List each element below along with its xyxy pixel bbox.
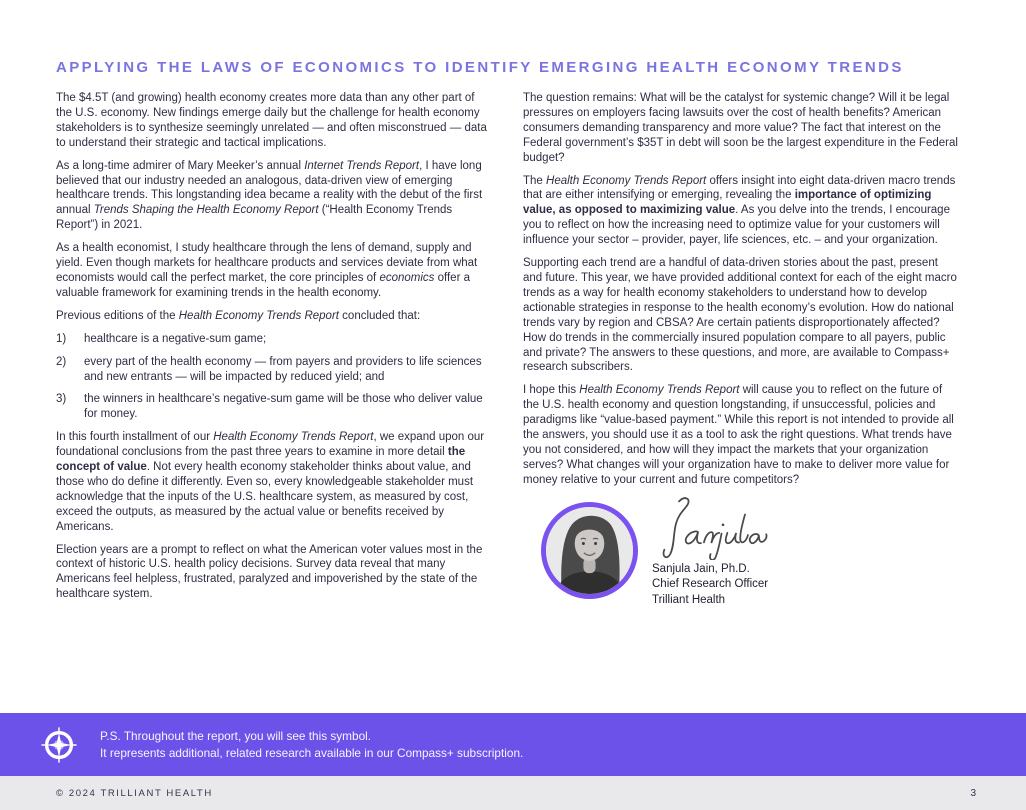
paragraph: I hope this Health Economy Trends Report will cause you to reflect on the future of the U.S. health economy and question longstanding, if unsuccessful, policies and paradigms like “value-based payment.” While this report is not intended to provide all the answers, you should use it as a tool to ask the right questions. What trends have you not considered, and how will they impact the markets that your organization serves? What changes will your organization have to make to deliver more value for money relative to your current and future competitors? xyxy=(523,384,954,486)
list-item-text: healthcare is a negative-sum game; xyxy=(84,332,267,345)
copyright-text: © 2024 TRILLIANT HEALTH xyxy=(56,787,213,799)
paragraph: Previous editions of the Health Economy Trends Report concluded that: xyxy=(56,309,421,322)
list-item-text: the winners in healthcare’s negative-sum game will be those who deliver value for money. xyxy=(84,393,483,421)
list-item xyxy=(56,355,493,385)
page-number: 3 xyxy=(970,787,976,799)
paragraph: The question remains: What will be the catalyst for systemic change? Will it be legal pressures on employers facing lawsuits over the cost of health benefits? American consumers demanding transparency and more value? The fact that interest on the Federal government’s $35T in debt will soon be the largest expenditure in the Federal budget? xyxy=(523,92,958,164)
paragraph: Supporting each trend are a handful of data-driven stories about the past, present and future. This year, we have provided additional context for each of the eight macro trends as a way for health economy stakeholders to understand how to develop actionable strategies in response to the health economy’s evolution. How do national trends vary by region and CBSA? Are certain patients disproportionately affected? How do trends in the commercially insured population compare to all payers, public and private? The answers to these questions, and more, are available to Compass+ research subscribers. xyxy=(523,257,957,374)
banner-line-2: It represents additional, related research available in our Compass+ subscription. xyxy=(100,745,524,760)
list-item-number: 2) xyxy=(56,355,67,368)
list-item-number: 3) xyxy=(56,393,67,406)
signer-info xyxy=(652,494,772,609)
banner-text xyxy=(100,728,523,761)
list-item-number: 1) xyxy=(56,332,67,345)
compass-icon xyxy=(40,726,78,764)
body-columns xyxy=(56,91,960,610)
signer-identity xyxy=(652,562,772,609)
banner-line-1: P.S. Throughout the report, you will see this symbol. xyxy=(100,729,372,743)
right-column xyxy=(523,91,960,610)
paragraph: Election years are a prompt to reflect on what the American voter values most in the context of historic U.S. health policy decisions. Survey data reveal that many Americans feel helpless, frustrated, paralyzed and impoverished by the state of the healthcare system. xyxy=(56,543,483,601)
list-item xyxy=(56,332,493,347)
paragraph: The $4.5T (and growing) health economy creates more data than any other part of the U.S. economy. New findings emerge daily but the challenge for health economy stakeholders is to synthesize seemingly unrelated — and often misconstrued — data to understand their strategic and tactical implications. xyxy=(56,92,487,149)
signature-handwriting xyxy=(652,494,772,560)
signer-role: Chief Research Officer xyxy=(652,578,769,591)
footer-bar xyxy=(0,776,1026,810)
portrait-photo xyxy=(546,507,633,594)
paragraph: The Health Economy Trends Report offers insight into eight data-driven macro trends that are either intensifying or emerging, revealing the importance of optimizing value, as opposed to maximizing value. As you delve into the trends, I encourage you to reflect on how the increasing need to optimize value for your customers will influence your sector – provider, payer, life sciences, etc. – and your organization. xyxy=(523,174,956,247)
ps-banner xyxy=(0,713,1026,776)
list-item xyxy=(56,392,493,422)
left-column xyxy=(56,91,493,610)
signature-block xyxy=(541,502,960,609)
signer-company: Trilliant Health xyxy=(652,593,726,606)
avatar xyxy=(541,502,638,599)
paragraph: As a long-time admirer of Mary Meeker’s annual Internet Trends Report, I have long believed that our industry needed an analogous, data-driven view of emerging healthcare trends. This longstanding idea became a reality with the debut of the first annual Trends Shaping the Health Economy Report (“Health Economy Trends Report”) in 2021. xyxy=(56,159,483,232)
right-column-text xyxy=(523,91,960,488)
list-item-text: every part of the health economy — from payers and providers to life sciences and new entrants — will be impacted by reduced yield; and xyxy=(84,355,482,383)
paragraph: As a health economist, I study healthcare through the lens of demand, supply and yield. Even though markets for healthcare products and services deviate from what economists would call the perfect market, the core principles of economics offer a valuable framework for examining trends in the health economy. xyxy=(56,242,478,299)
signer-name: Sanjula Jain, Ph.D. xyxy=(652,562,750,575)
page-title: APPLYING THE LAWS OF ECONOMICS TO IDENTIFY EMERGING HEALTH ECONOMY TRENDS xyxy=(56,59,904,76)
paragraph: In this fourth installment of our Health Economy Trends Report, we expand upon our foundational conclusions from the past three years to examine in more detail the concept of value. Not every health economy stakeholder thinks about value, and those who do define it differently. Even so, every knowledgeable stakeholder must acknowledge that the inputs of the U.S. healthcare system, as measured by cost, exceed the outputs, as measured by the actual value or benefits received by Americans. xyxy=(56,431,485,533)
